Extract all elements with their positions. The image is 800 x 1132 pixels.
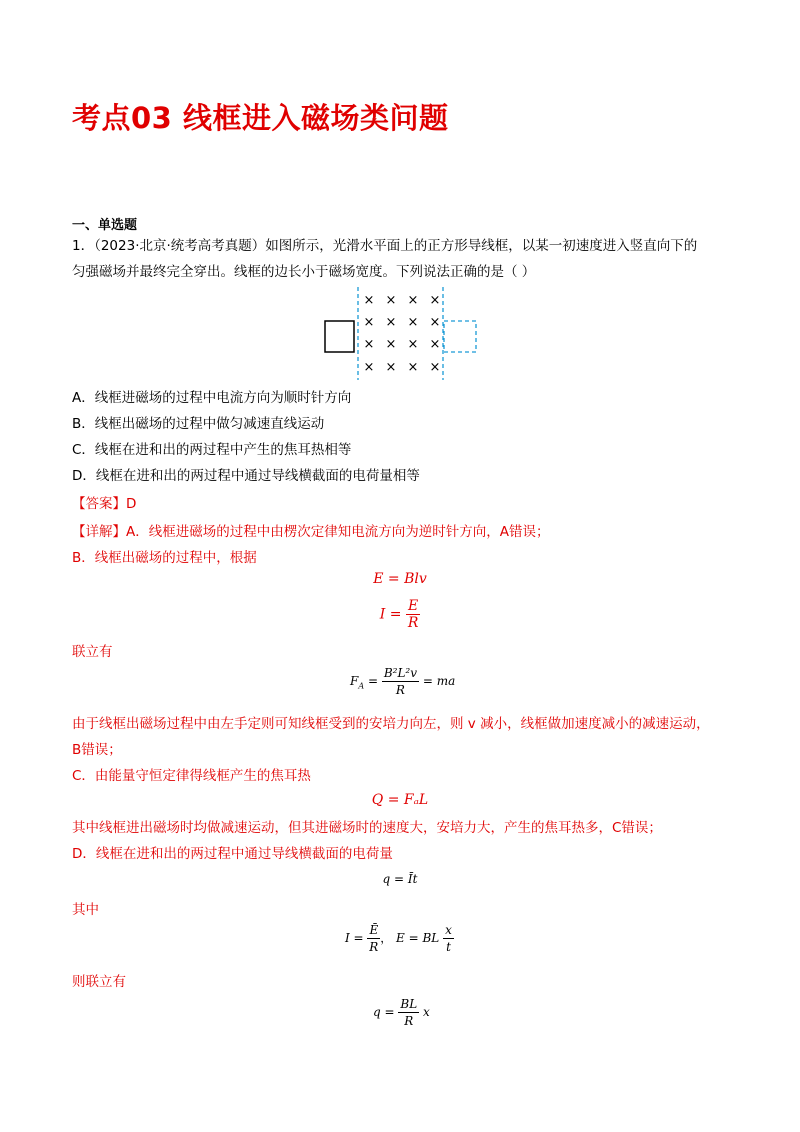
field-x-mark: × [407, 337, 419, 352]
field-x-mark: × [407, 293, 419, 308]
equation-average-current: I = $\frac{Ē}{R}$ ， E = BL $\frac{x}{t}$ [345, 923, 452, 954]
question-stem-line-2: 匀强磁场并最终完全穿出。线框的边长小于磁场宽度。下列说法正确的是（ ） [72, 264, 536, 280]
field-x-mark: × [429, 337, 441, 352]
field-x-mark: × [385, 293, 397, 308]
equation-charge-final: q = $\frac{BL}{R}$ x [373, 997, 430, 1028]
equation-emf: E = Blv [373, 571, 427, 587]
wire-frame-exit-position [444, 321, 476, 352]
field-x-mark: × [429, 360, 441, 375]
option-b: B．线框出磁场的过程中做匀减速直线运动 [72, 416, 325, 432]
field-x-mark: × [407, 315, 419, 330]
field-x-mark: × [385, 360, 397, 375]
option-a: A．线框进磁场的过程中电流方向为顺时针方向 [72, 390, 352, 406]
page-title: 考点03 线框进入磁场类问题 [72, 101, 449, 135]
equation-force: $F_A$ = $\frac{\text{B²L²v}}{R}$ = ma [350, 666, 456, 697]
field-x-mark: × [407, 360, 419, 375]
field-x-mark: × [363, 337, 375, 352]
explanation-b-text-2: B错误； [72, 742, 122, 758]
where-text: 其中 [72, 902, 99, 918]
explanation-d: D．线框在进和出的两过程中通过导线横截面的电荷量 [72, 846, 393, 862]
field-x-mark: × [363, 293, 375, 308]
joint-text: 联立有 [72, 644, 113, 660]
equation-heat: Q = FₐL [371, 792, 429, 808]
question-stem-line-1: 1．（2023·北京·统考高考真题）如图所示，光滑水平面上的正方形导线框，以某一初速度进入竖直向下的 [72, 238, 698, 254]
explanation-c-text: 其中线框进出磁场时均做减速运动，但其进磁场时的速度大，安培力大，产生的焦耳热多，C错误； [72, 820, 662, 836]
then-joint-text: 则联立有 [72, 974, 126, 990]
option-c: C．线框在进和出的两过程中产生的焦耳热相等 [72, 442, 352, 458]
field-x-mark: × [385, 315, 397, 330]
magnetic-field-diagram [320, 285, 485, 381]
field-x-mark: × [363, 315, 375, 330]
field-x-mark: × [429, 315, 441, 330]
wire-frame-square [325, 321, 354, 352]
explanation-c: C．由能量守恒定律得线框产生的焦耳热 [72, 768, 311, 784]
explanation-a: 【详解】A．线框进磁场的过程中由楞次定律知电流方向为逆时针方向，A错误； [72, 524, 550, 540]
equation-current: I = $\frac{E}{R}$ [379, 598, 419, 631]
option-d: D．线框在进和出的两过程中通过导线横截面的电荷量相等 [72, 468, 420, 484]
field-x-mark: × [363, 360, 375, 375]
explanation-b-text-1: 由于线框出磁场过程中由左手定则可知线框受到的安培力向左，则 v 减小，线框做加速度减小的减速运动， [72, 716, 710, 732]
magnetic-field-marks [364, 293, 441, 375]
answer-label: 【答案】D [72, 496, 137, 512]
field-x-mark: × [385, 337, 397, 352]
field-x-mark: × [429, 293, 441, 308]
section-heading: 一、单选题 [72, 218, 138, 233]
explanation-b: B．线框出磁场的过程中，根据 [72, 550, 257, 566]
equation-charge: q = Īt [382, 872, 418, 886]
